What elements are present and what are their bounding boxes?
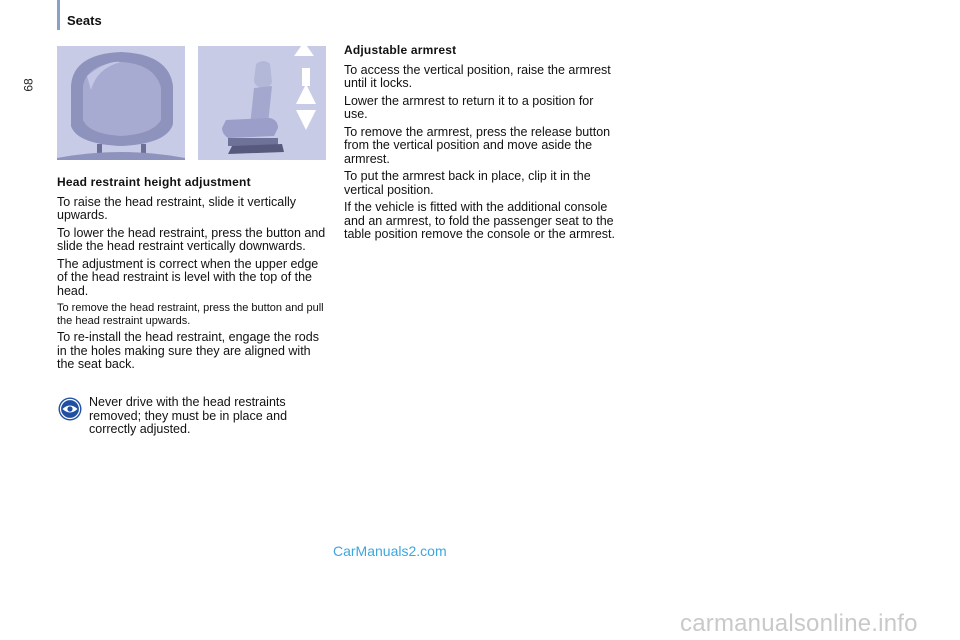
paragraph: To lower the head restraint, press the button and slide the head restraint vertically downwards. xyxy=(57,225,326,253)
head-restraint-section xyxy=(57,176,329,376)
head-restraint-illustration xyxy=(57,46,185,160)
paragraph: To access the vertical position, raise the armrest until it locks. xyxy=(344,62,611,90)
paragraph: To put the armrest back in place, clip it in the vertical position. xyxy=(344,169,591,197)
section-title: Seats xyxy=(67,13,102,28)
paragraph: If the vehicle is fitted with the additional console and an armrest, to fold the passenger seat to the table position remove the console or the armrest. xyxy=(344,200,615,241)
paragraph: To raise the head restraint, slide it vertically upwards. xyxy=(57,194,296,222)
watermark-link[interactable]: CarManuals2.com xyxy=(333,543,447,559)
paragraph: To remove the head restraint, press the button and pull the head restraint upwards. xyxy=(57,302,324,327)
header-accent-bar xyxy=(57,0,60,30)
warning-note xyxy=(57,396,329,444)
paragraph: To remove the armrest, press the release button from the vertical position and move aside the armrest. xyxy=(344,124,611,166)
paragraph: The adjustment is correct when the upper edge of the head restraint is level with the top of the head. xyxy=(57,256,319,298)
paragraph: To re-install the head restraint, engage the rods in the holes making sure they are aligned with the seat back. xyxy=(57,330,319,371)
page-number: 68 xyxy=(21,78,36,92)
seat-height-arrows-illustration xyxy=(198,46,326,160)
eye-icon xyxy=(58,397,82,421)
footer-watermark: carmanualsonline.info xyxy=(680,610,918,637)
armrest-heading: Adjustable armrest xyxy=(344,43,457,57)
armrest-section xyxy=(344,44,620,246)
paragraph: Lower the armrest to return it to a position for use. xyxy=(344,93,594,121)
warning-text: Never drive with the head restraints removed; they must be in place and correctly adjusted. xyxy=(89,395,288,436)
head-restraint-heading: Head restraint height adjustment xyxy=(57,175,251,189)
